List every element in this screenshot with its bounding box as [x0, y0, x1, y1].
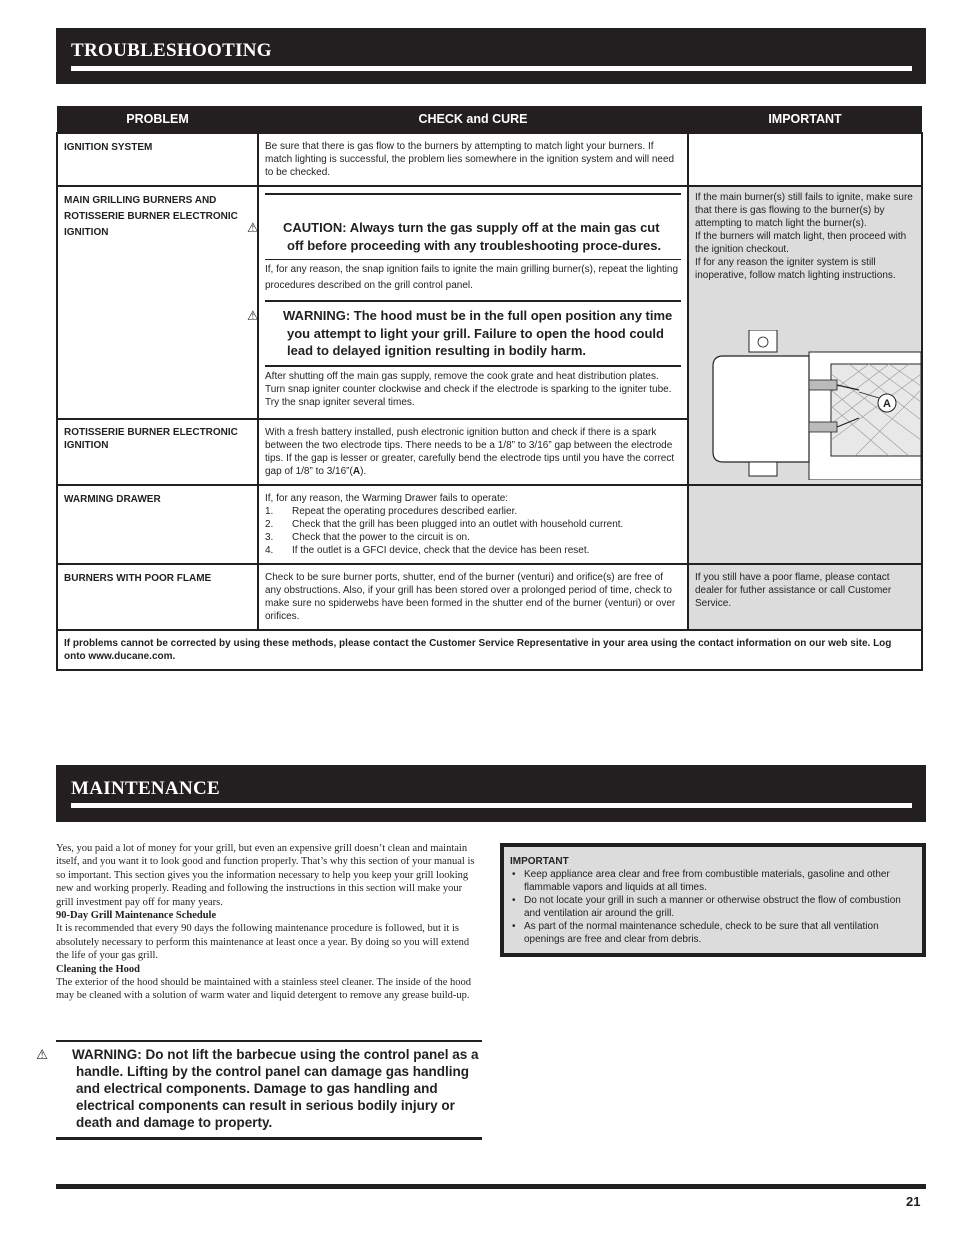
footer-rule	[56, 1184, 926, 1189]
list-item: 3. Check that the power to the circuit is on.	[265, 532, 470, 543]
caution-prefix: CAUTION:	[283, 220, 350, 235]
list-item: 2. Check that the grill has been plugged into an outlet with household current.	[265, 519, 624, 530]
warming-steps	[265, 505, 681, 557]
list-item: • As part of the normal maintenance schedule, check to be sure that all ventilation openings are free and clear from debris.	[510, 920, 916, 946]
schedule-heading: 90-Day Grill Maintenance Schedule	[56, 910, 217, 922]
warning-triangle-icon: ⚠	[36, 1047, 49, 1062]
problem-cell: WARMING DRAWER	[57, 485, 258, 564]
problem-cell: ROTISSERIE BURNER ELECTRONIC IGNITION	[57, 419, 258, 485]
warning-prefix: WARNING:	[283, 308, 354, 323]
important-cell: If you still have a poor flame, please contact dealer for futher assistance or call Customer Service.	[688, 564, 922, 630]
hood-heading: Cleaning the Hood	[56, 963, 141, 975]
check-cell: Check to be sure burner ports, shutter, end of the burner (venturi) and orifice(s) are free of any obstructions. Also, if your grill has been stored over a prolonged period of time, check to make sure no spiderwebs have been formed in the shutter end of the burner (venturi) or over orifices.	[258, 564, 688, 630]
check-cell	[258, 485, 688, 564]
hood-text: The exterior of the hood should be maintained with a stainless steel cleaner. The inside of the hood may be cleaned with a solution of warm water and liquid detergent to remove any grease build-up.	[56, 977, 472, 1002]
header-problem: PROBLEM	[57, 106, 258, 133]
check-cell	[247, 186, 688, 419]
maintenance-header	[56, 765, 926, 822]
maintenance-warning-text: WARNING: Do not lift the barbecue using the control panel as a handle. Lifting by the control panel can damage gas handling and electrical components. Damage to gas handling and electrical components can result in serious bodily injury or death and damage to property.	[72, 1047, 479, 1130]
header-rule	[71, 803, 912, 808]
warning-text: The hood must be in the full open position any time you attempt to light your grill. Failure to open the hood could lead to delayed ignition resulting in bodily harm.	[287, 308, 673, 358]
footer-note: If problems cannot be corrected by using these methods, please contact the Customer Service Representative in your area using the contact information on our web site. Log onto www.ducane.com.	[57, 630, 922, 670]
table-row	[57, 186, 922, 419]
after-shutoff-text: After shutting off the main gas supply, remove the cook grate and heat distribution plates. Turn snap igniter counter clockwise and check if the electrode is sparking to the igniter tube. Try the snap igniter several times.	[265, 370, 672, 408]
rotisserie-check-end: ).	[360, 466, 367, 477]
header-check: CHECK and CURE	[258, 106, 688, 133]
important-cell	[688, 186, 922, 485]
list-item: 4. If the outlet is a GFCI device, check that the device has been reset.	[265, 545, 590, 556]
snap-ignition-text: If, for any reason, the snap ignition fails to ignite the main grilling burner(s), repeat the lighting procedures described on the grill control panel.	[265, 264, 679, 291]
important-text: If the main burner(s) still fails to ignite, make sure that there is gas flowing to the burner(s) by attempting to match light the burner(s). If the burners will match light, then proceed with the ignition checkout. If for any reason the igniter system is still inoperative, follow match lighting instructions.	[695, 192, 913, 281]
important-box	[500, 843, 926, 957]
diagram-label-a: A	[883, 398, 891, 410]
table-header-row	[57, 106, 922, 133]
table-row	[57, 133, 922, 186]
table-row	[57, 630, 922, 670]
check-cell: Be sure that there is gas flow to the burners by attempting to match light your burners. If match lighting is successful, the problem lies somewhere in the ignition system and will need to be checked.	[258, 133, 688, 186]
troubleshooting-table	[56, 106, 923, 671]
header-important: IMPORTANT	[688, 106, 922, 133]
page-number: 21	[906, 1194, 921, 1209]
warming-intro: If, for any reason, the Warming Drawer fails to operate:	[265, 493, 509, 504]
list-item: 1. Repeat the operating procedures described earlier.	[265, 506, 518, 517]
troubleshooting-header	[56, 28, 926, 84]
problem-cell: BURNERS WITH POOR FLAME	[57, 564, 258, 630]
table-row	[57, 564, 922, 630]
problem-cell: MAIN GRILLING BURNERS AND ROTISSERIE BURNER ELECTRONIC IGNITION	[57, 186, 258, 419]
list-item: • Keep appliance area clear and free from combustible materials, gasoline and other flammable vapors and liquids at all times.	[510, 868, 916, 894]
important-heading: IMPORTANT	[510, 856, 569, 867]
warning-box	[247, 300, 681, 367]
schedule-text: It is recommended that every 90 days the following maintenance procedure is followed, but it is absolutely necessary to perform this maintenance at least once a year. By doing so you will extend the life of your gas grill.	[56, 923, 470, 962]
section-title: MAINTENANCE	[71, 778, 220, 799]
maintenance-intro: Yes, you paid a lot of money for your grill, but even an expensive grill doesn’t clean and maintain itself, and you want it to look good and function properly. That’s why this section of your manual is so important. This section gives you the information necessary to help you keep your grill looking new and working properly. Reading and following the instructions in this section will make your grill investment pay off for many years.	[56, 843, 475, 908]
caution-box	[247, 193, 681, 260]
table-row	[57, 485, 922, 564]
igniter-diagram	[709, 330, 921, 480]
header-rule	[71, 66, 912, 71]
maintenance-warning	[36, 1040, 482, 1140]
rotisserie-check-text: With a fresh battery installed, push electronic ignition button and check if there is a spark between the two electrode tips. There needs to be a 1/8” to 3/16” gap between the electrode tips. If the gap is lesser or greater, carefully bend the electrode tips until you have the correct gap of 1/8” to 3/16”(	[265, 427, 675, 477]
list-item: • Do not locate your grill in such a manner or otherwise obstruct the flow of combustion and ventilation air around the grill.	[510, 894, 916, 920]
check-cell	[258, 419, 688, 485]
warning-triangle-icon: ⚠	[247, 220, 259, 235]
maintenance-body	[56, 842, 481, 1003]
problem-cell: IGNITION SYSTEM	[57, 133, 258, 186]
important-cell	[688, 133, 922, 186]
warning-triangle-icon: ⚠	[247, 308, 259, 323]
rotisserie-ref: A	[352, 466, 361, 477]
important-cell	[688, 485, 922, 564]
section-title: TROUBLESHOOTING	[71, 40, 272, 61]
caution-text: Always turn the gas supply off at the main gas cut off before proceeding with any troubleshooting proce-dures.	[287, 220, 662, 253]
important-list	[510, 868, 916, 946]
